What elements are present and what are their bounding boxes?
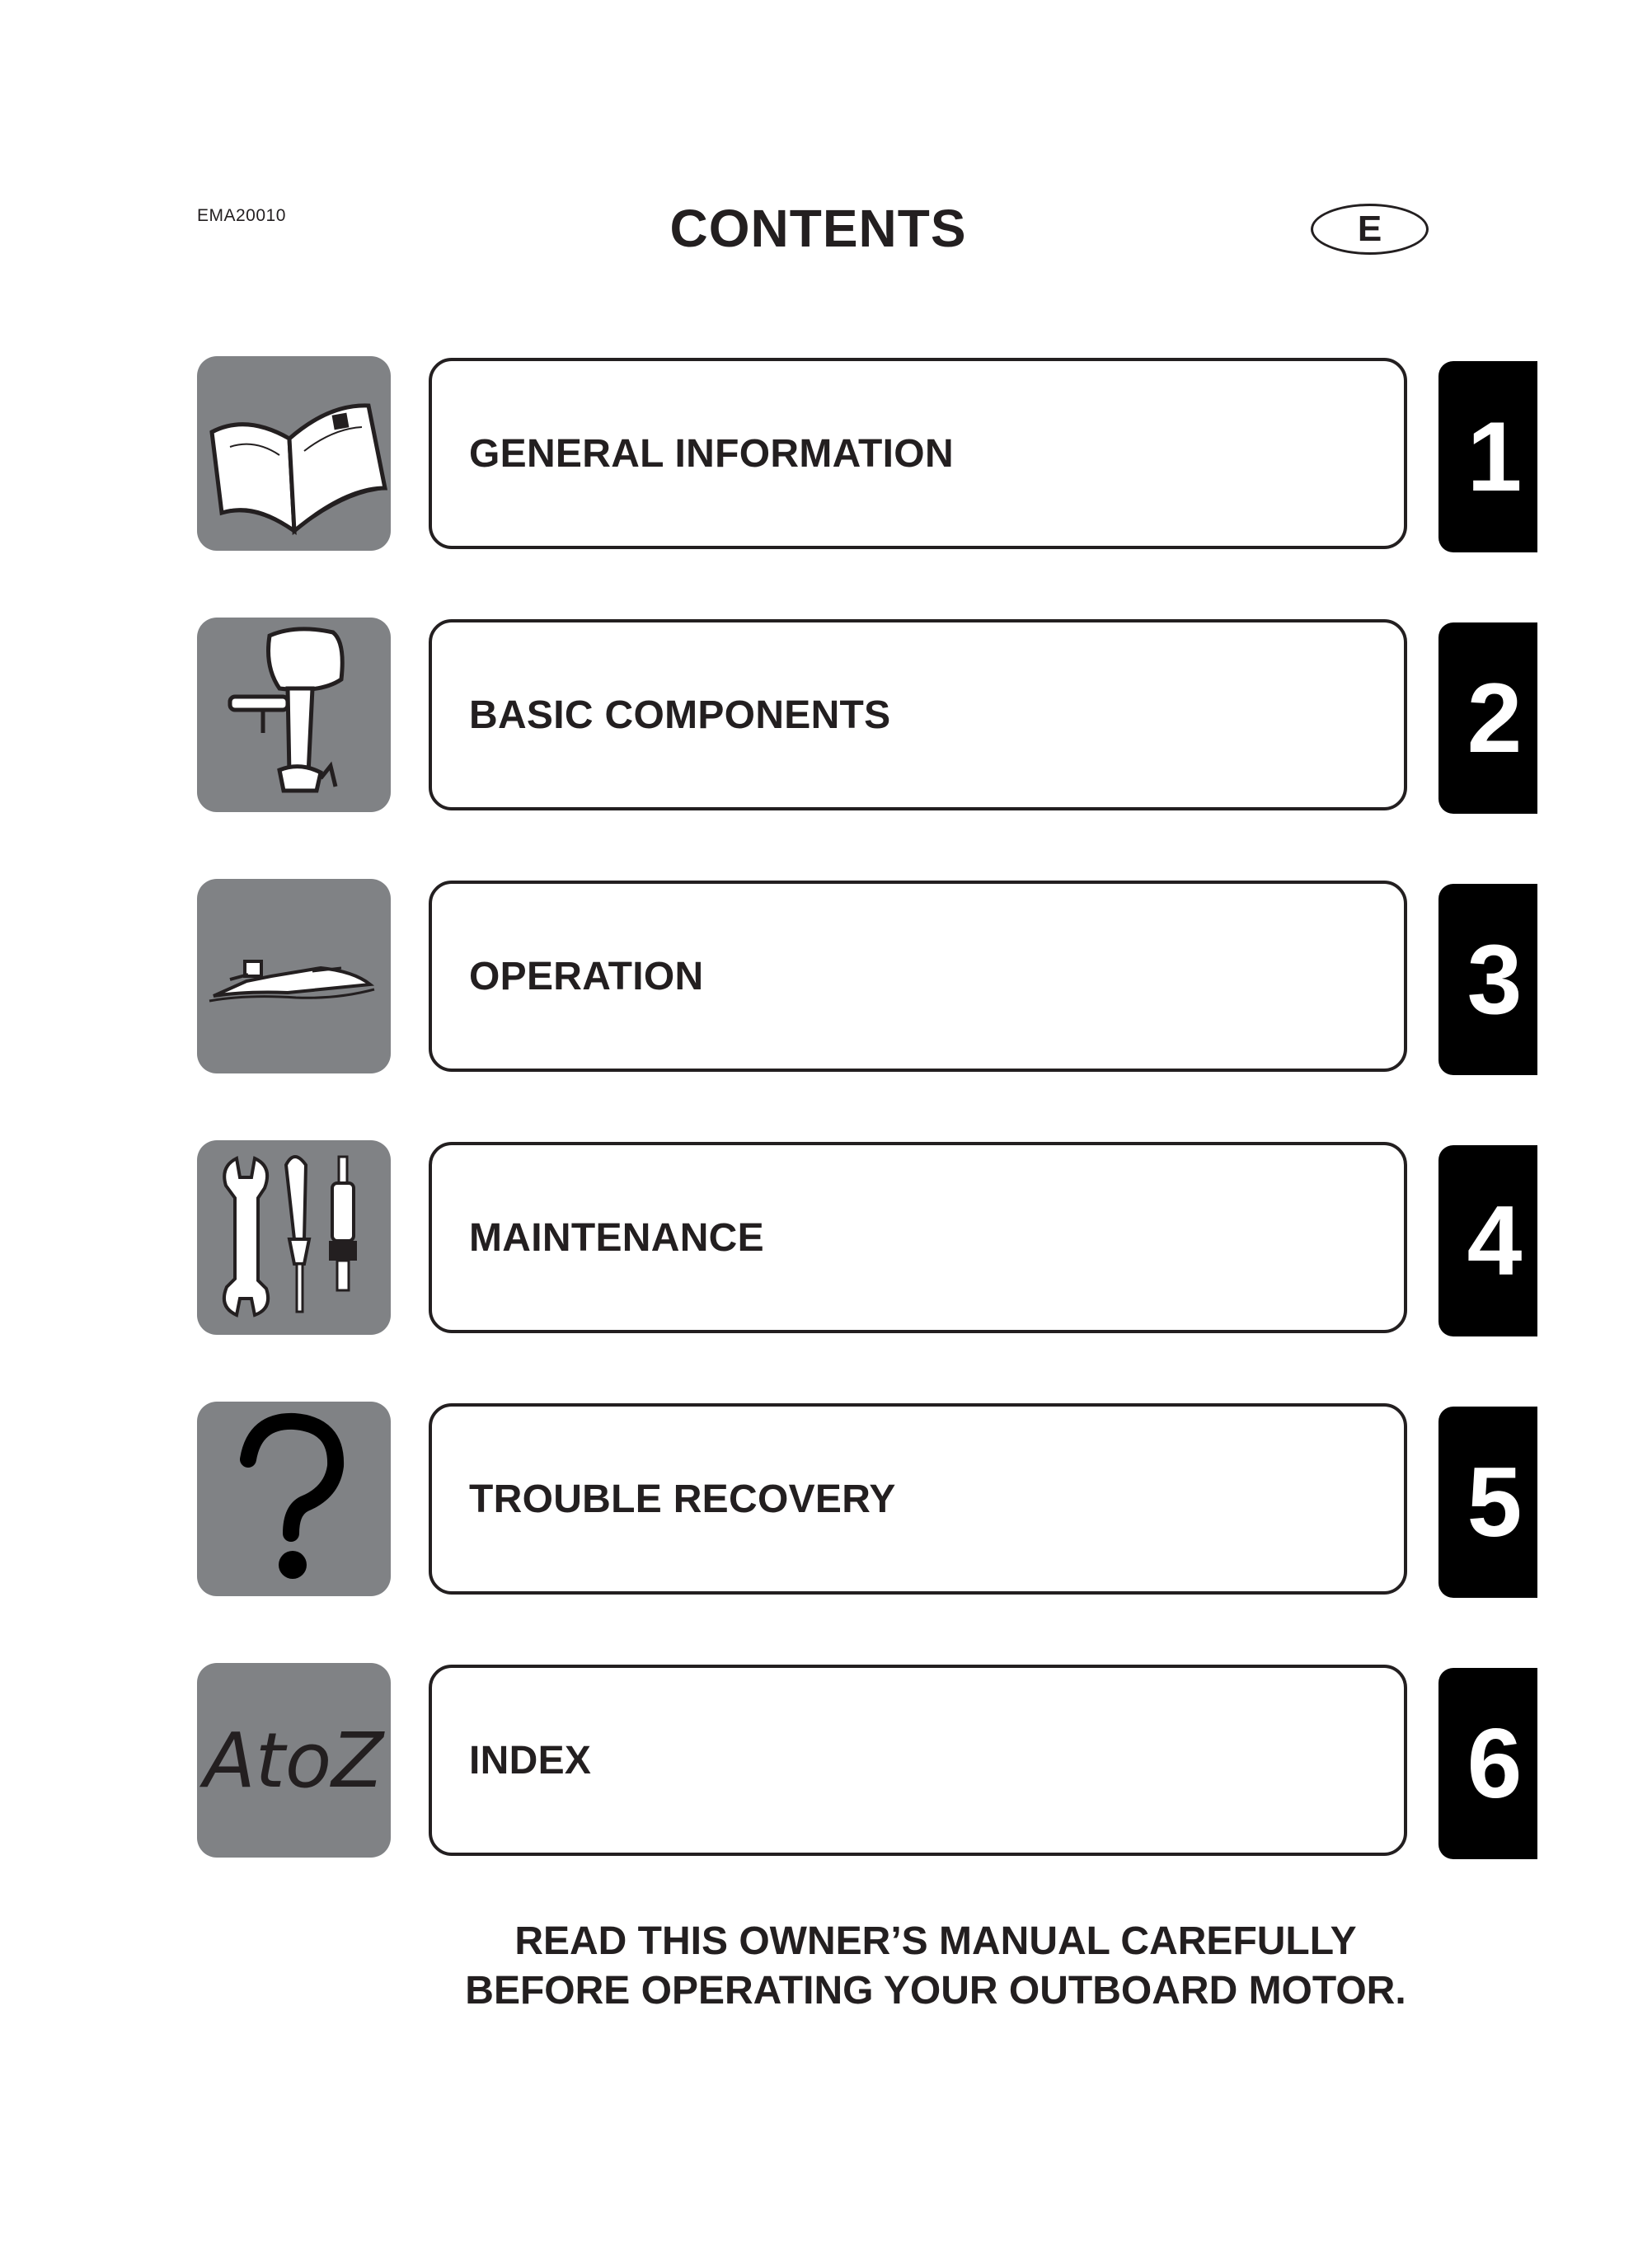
- chapter-row-general-information[interactable]: [0, 356, 1652, 554]
- chapter-label: MAINTENANCE: [429, 1142, 1407, 1333]
- language-badge: E: [1311, 204, 1429, 255]
- chapter-label: INDEX: [429, 1665, 1407, 1856]
- chapter-label: BASIC COMPONENTS: [429, 619, 1407, 810]
- chapter-row-maintenance[interactable]: [0, 1140, 1652, 1338]
- chapter-label: TROUBLE RECOVERY: [429, 1403, 1407, 1595]
- a-to-z-icon-text: AtoZ: [203, 1717, 384, 1805]
- chapter-tab-number: 1: [1438, 361, 1537, 552]
- footer-line-1: READ THIS OWNER’S MANUAL CAREFULLY: [514, 1919, 1357, 1963]
- chapter-row-trouble-recovery[interactable]: [0, 1402, 1652, 1599]
- question-mark-icon: [197, 1402, 391, 1596]
- page-title: CONTENTS: [669, 199, 967, 258]
- chapter-row-index[interactable]: [0, 1663, 1652, 1861]
- chapter-tab-number: 4: [1438, 1145, 1537, 1336]
- chapter-tab-number: 5: [1438, 1407, 1537, 1598]
- chapter-label: GENERAL INFORMATION: [429, 358, 1407, 549]
- chapter-tab-number: 6: [1438, 1668, 1537, 1859]
- outboard-motor-icon: [197, 618, 391, 812]
- boat-icon: [197, 879, 391, 1073]
- a-to-z-icon: [197, 1663, 391, 1858]
- chapter-tab-number: 2: [1438, 622, 1537, 814]
- footer-notice: [0, 1917, 1652, 2016]
- chapter-label: OPERATION: [429, 881, 1407, 1072]
- footer-line-2: BEFORE OPERATING YOUR OUTBOARD MOTOR.: [465, 1969, 1406, 2013]
- tools-icon: [197, 1140, 391, 1335]
- chapter-row-basic-components[interactable]: [0, 618, 1652, 815]
- chapter-row-operation[interactable]: [0, 879, 1652, 1077]
- book-icon: [197, 356, 391, 551]
- document-code: EMA20010: [197, 206, 286, 225]
- chapter-tab-number: 3: [1438, 884, 1537, 1075]
